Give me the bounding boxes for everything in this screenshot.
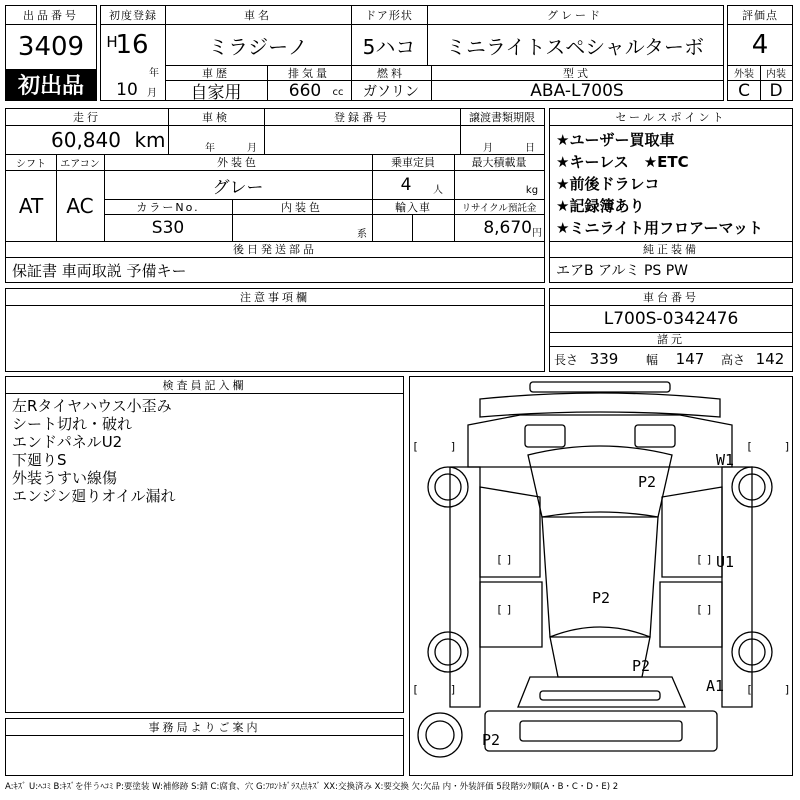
notes-box — [5, 288, 545, 372]
load-label: 最大積載量 — [471, 156, 527, 169]
length-label: 長さ — [553, 352, 578, 367]
lot-number-box — [5, 5, 97, 101]
inspector-line: エンジン廻りオイル漏れ — [12, 487, 176, 505]
damage-mark: P2 — [638, 473, 657, 491]
inspector-label: 検査員記入欄 — [162, 379, 247, 392]
first-listing-badge: 初出品 — [6, 69, 96, 100]
color-no-label: カラーNo. — [136, 200, 200, 214]
later-parts: 保証書 車両取説 予備キー — [12, 261, 187, 280]
mileage: 60,840 — [51, 128, 121, 152]
year-unit: 年 — [149, 67, 159, 78]
length: 339 — [589, 350, 619, 368]
sales-point-item: ★ミニライト用フロアーマット — [556, 219, 763, 237]
score-box — [727, 5, 793, 101]
recycle: 8,670 — [483, 218, 532, 238]
damage-mark: W1 — [716, 451, 735, 469]
sales-points-label: セールスポイント — [615, 111, 727, 124]
inspector-line: シート切れ・破れ — [12, 415, 133, 433]
svg-text:]: ] — [506, 553, 513, 566]
details-box — [5, 108, 545, 283]
svg-text:]: ] — [450, 683, 457, 696]
chassis-label: 車台番号 — [643, 291, 699, 304]
mileage-label: 走行 — [73, 111, 101, 124]
reg-number-label: 登録番号 — [334, 111, 390, 124]
inspector-line: エンドパネルU2 — [12, 433, 123, 451]
car-name: ミラジーノ — [208, 34, 308, 59]
interior-grade: D — [769, 81, 783, 100]
damage-mark: U1 — [716, 553, 735, 571]
legend-footer: A:ｷｽﾞ U:ﾍｺﾐ B:ｷｽﾞを伴うﾍｺﾐ P:要塗装 W:補修跡 S:錆 C:腐食、穴 G:ﾌﾛﾝﾄｶﾞﾗｽ点ｷｽﾞ XX:交換済み X:要交換 欠:欠品 内・外装評価 5段階ﾗﾝｸ順(A・B・C・D・E) 2 — [5, 782, 619, 792]
fuel: ガソリン — [363, 83, 419, 100]
capacity-unit: 人 — [433, 184, 443, 196]
interior-label: 内装 — [766, 69, 786, 80]
svg-text:]: ] — [784, 440, 791, 453]
inspector-box — [5, 376, 404, 713]
door-label: ドア形状 — [365, 9, 413, 22]
history: 自家用 — [190, 83, 242, 100]
svg-text:[: [ — [412, 683, 419, 696]
capacity: 4 — [400, 175, 412, 195]
svg-text:]: ] — [506, 603, 513, 616]
displacement-unit: cc — [332, 86, 344, 98]
office-box — [5, 718, 404, 776]
car-diagram — [410, 377, 792, 775]
inspector-line: 下廻りS — [12, 451, 67, 469]
svg-text:[: [ — [746, 440, 753, 453]
inspection-label: 車検 — [202, 111, 230, 124]
reg-year: 16 — [115, 30, 149, 60]
lot-number: 3409 — [17, 32, 85, 62]
mileage-unit: km — [134, 128, 166, 152]
model: ABA-L700S — [530, 81, 624, 100]
color-label: 外装色 — [217, 156, 259, 169]
exterior-grade: C — [738, 81, 750, 100]
interior-color-unit: 系 — [357, 228, 367, 239]
interior-color-label: 内装色 — [281, 200, 323, 214]
car-diagram-box — [409, 376, 793, 776]
svg-text:]: ] — [450, 440, 457, 453]
inspector-line: 外装うすい線傷 — [12, 469, 118, 487]
color: グレー — [212, 177, 264, 198]
sales-point-item: ★ユーザー買取車 — [556, 131, 675, 149]
equipment: エアB アルミ PS PW — [556, 263, 689, 279]
height: 142 — [755, 350, 785, 368]
door-type: 5ハコ — [362, 34, 416, 59]
recycle-label: リサイクル預託金 — [461, 202, 537, 214]
damage-mark: P2 — [632, 657, 651, 675]
recycle-unit: 円 — [532, 227, 542, 239]
transfer-day-unit: 日 — [525, 142, 535, 153]
first-registration-label: 初度登録 — [109, 9, 157, 22]
specs-label: 諸元 — [657, 333, 685, 346]
svg-text:[: [ — [746, 683, 753, 696]
svg-text:[: [ — [496, 603, 503, 616]
import-label: 輸入車 — [395, 200, 431, 214]
svg-text:]: ] — [706, 603, 713, 616]
svg-text:[: [ — [496, 553, 503, 566]
grade-label: グレード — [547, 9, 603, 22]
later-parts-label: 後日発送部品 — [233, 243, 317, 256]
lot-number-label: 出品番号 — [23, 9, 79, 22]
sales-point-item: ★記録簿あり — [556, 197, 645, 215]
reg-month: 10 — [116, 80, 138, 100]
color-no: S30 — [151, 218, 185, 238]
transfer-label: 譲渡書類期限 — [469, 111, 535, 124]
displacement: 660 — [288, 81, 322, 100]
sales-point-item: ★キーレス ★ETC — [556, 153, 689, 171]
svg-text:[: [ — [412, 440, 419, 453]
month-unit: 月 — [147, 87, 157, 98]
fuel-label: 燃料 — [377, 66, 405, 80]
displacement-label: 排気量 — [288, 66, 330, 80]
model-label: 型式 — [563, 66, 591, 80]
damage-mark: P2 — [482, 731, 501, 749]
office-label: 事務局よりご案内 — [148, 721, 261, 734]
inspection-year-unit: 年 — [205, 142, 215, 153]
score-label: 評価点 — [742, 9, 778, 22]
shift-label: シフト — [16, 158, 46, 170]
grade: ミニライトスペシャルターボ — [446, 34, 704, 59]
load-unit: kg — [525, 184, 539, 196]
width-label: 幅 — [645, 352, 658, 367]
transfer-month-unit: 月 — [483, 142, 493, 153]
car-name-label: 車名 — [244, 9, 272, 22]
height-label: 高さ — [720, 352, 745, 367]
svg-text:[: [ — [696, 553, 703, 566]
svg-text:[: [ — [696, 603, 703, 616]
history-label: 車歴 — [202, 66, 230, 80]
chassis-number: L700S-0342476 — [603, 309, 739, 329]
capacity-label: 乗車定員 — [391, 156, 435, 169]
chassis-box — [549, 288, 793, 372]
svg-text:]: ] — [706, 553, 713, 566]
shift: AT — [18, 194, 44, 218]
svg-text:]: ] — [784, 683, 791, 696]
inspection-month-unit: 月 — [247, 142, 257, 153]
inspector-line: 左Rタイヤハウス小歪み — [12, 397, 172, 415]
vehicle-header-box — [100, 5, 724, 101]
sales-points-box — [549, 108, 793, 283]
equipment-label: 純正装備 — [643, 243, 699, 256]
notes-label: 注意事項欄 — [240, 291, 310, 304]
sales-point-item: ★前後ドラレコ — [556, 175, 660, 193]
score: 4 — [751, 30, 769, 60]
damage-mark: P2 — [592, 589, 611, 607]
ac: AC — [66, 194, 94, 218]
ac-label: エアコン — [60, 158, 100, 170]
era: H — [106, 33, 118, 51]
width: 147 — [675, 350, 705, 368]
exterior-label: 外装 — [734, 69, 754, 80]
damage-mark: A1 — [706, 677, 725, 695]
